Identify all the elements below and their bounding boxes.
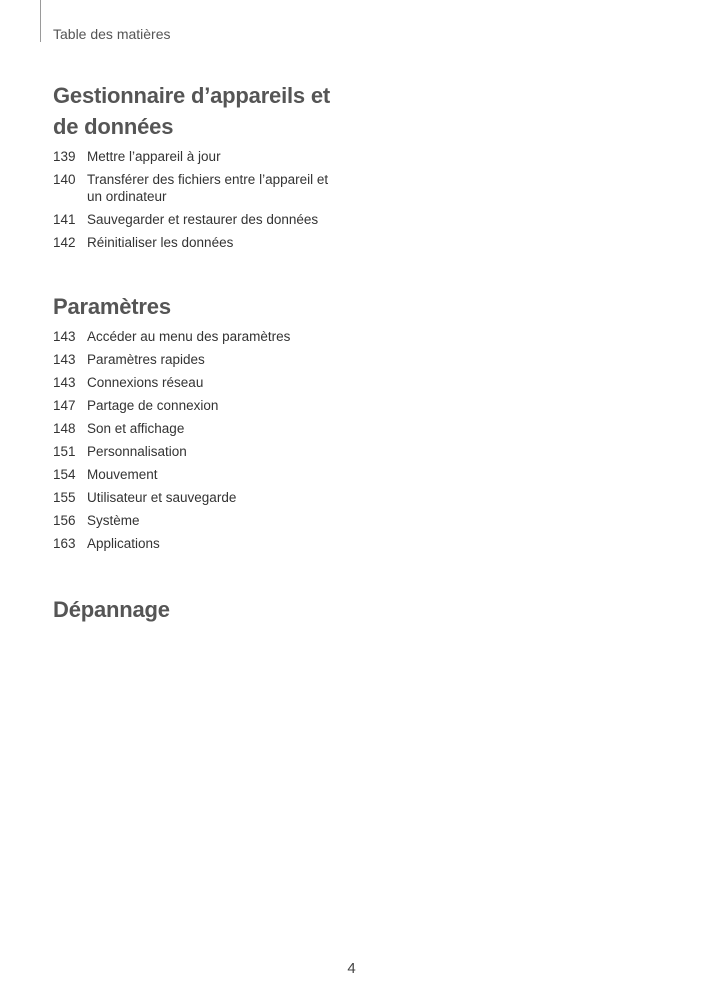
toc-entry[interactable] bbox=[53, 171, 343, 205]
toc-entry-page: 147 bbox=[53, 398, 76, 413]
toc-entry[interactable] bbox=[53, 535, 343, 552]
toc-entry[interactable] bbox=[53, 351, 343, 368]
toc-entry-page: 141 bbox=[53, 212, 76, 227]
toc-entry-label: Personnalisation bbox=[87, 444, 187, 459]
toc-entry-label: Mettre l’appareil à jour bbox=[87, 149, 221, 164]
toc-entry[interactable] bbox=[53, 420, 343, 437]
toc-entry-label: Paramètres rapides bbox=[87, 352, 205, 367]
toc-entry-page: 148 bbox=[53, 421, 76, 436]
section-title-line: Gestionnaire d’appareils et bbox=[53, 83, 331, 108]
table-of-contents bbox=[53, 80, 343, 631]
toc-entry-label: Utilisateur et sauvegarde bbox=[87, 490, 237, 505]
toc-entry-label: Réinitialiser les données bbox=[87, 235, 234, 250]
toc-entry[interactable] bbox=[53, 148, 343, 165]
toc-entry[interactable] bbox=[53, 512, 343, 529]
section-title[interactable]: Dépannage bbox=[53, 597, 170, 622]
toc-entry-label: Accéder au menu des paramètres bbox=[87, 329, 291, 344]
section-title-line: de données bbox=[53, 114, 174, 139]
section-title[interactable] bbox=[53, 80, 343, 142]
toc-entry-page: 155 bbox=[53, 490, 76, 505]
toc-entry-label: Applications bbox=[87, 536, 160, 551]
toc-entry-page: 139 bbox=[53, 149, 76, 164]
toc-entry-page: 151 bbox=[53, 444, 76, 459]
section-title[interactable]: Paramètres bbox=[53, 294, 171, 319]
section-device-data-manager bbox=[53, 80, 343, 251]
toc-entry-label: Mouvement bbox=[87, 467, 158, 482]
toc-entry-page: 143 bbox=[53, 352, 76, 367]
toc-entry-page: 142 bbox=[53, 235, 76, 250]
page-number: 4 bbox=[347, 960, 356, 977]
toc-entry-page: 156 bbox=[53, 513, 76, 528]
toc-entry[interactable] bbox=[53, 443, 343, 460]
toc-entry[interactable] bbox=[53, 374, 343, 391]
toc-entry-label: Transférer des fichiers entre l’appareil et un ordinateur bbox=[87, 172, 329, 204]
toc-entry-page: 163 bbox=[53, 536, 76, 551]
toc-entry[interactable] bbox=[53, 466, 343, 483]
toc-entry-label: Sauvegarder et restaurer des données bbox=[87, 212, 319, 227]
header-rule bbox=[40, 0, 41, 42]
toc-entry-page: 143 bbox=[53, 375, 76, 390]
toc-entry[interactable] bbox=[53, 234, 343, 251]
toc-entry-page: 143 bbox=[53, 329, 76, 344]
toc-entry-page: 140 bbox=[53, 172, 76, 187]
toc-entry-label: Partage de connexion bbox=[87, 398, 219, 413]
toc-entry-label: Son et affichage bbox=[87, 421, 185, 436]
toc-entry-page: 154 bbox=[53, 467, 76, 482]
toc-entry[interactable] bbox=[53, 328, 343, 345]
toc-entry[interactable] bbox=[53, 211, 343, 228]
section-settings bbox=[53, 291, 343, 552]
section-troubleshooting bbox=[53, 594, 343, 625]
toc-entry-label: Système bbox=[87, 513, 140, 528]
toc-entry[interactable] bbox=[53, 397, 343, 414]
toc-entry[interactable] bbox=[53, 489, 343, 506]
toc-entry-label: Connexions réseau bbox=[87, 375, 204, 390]
header-title: Table des matières bbox=[53, 26, 171, 42]
